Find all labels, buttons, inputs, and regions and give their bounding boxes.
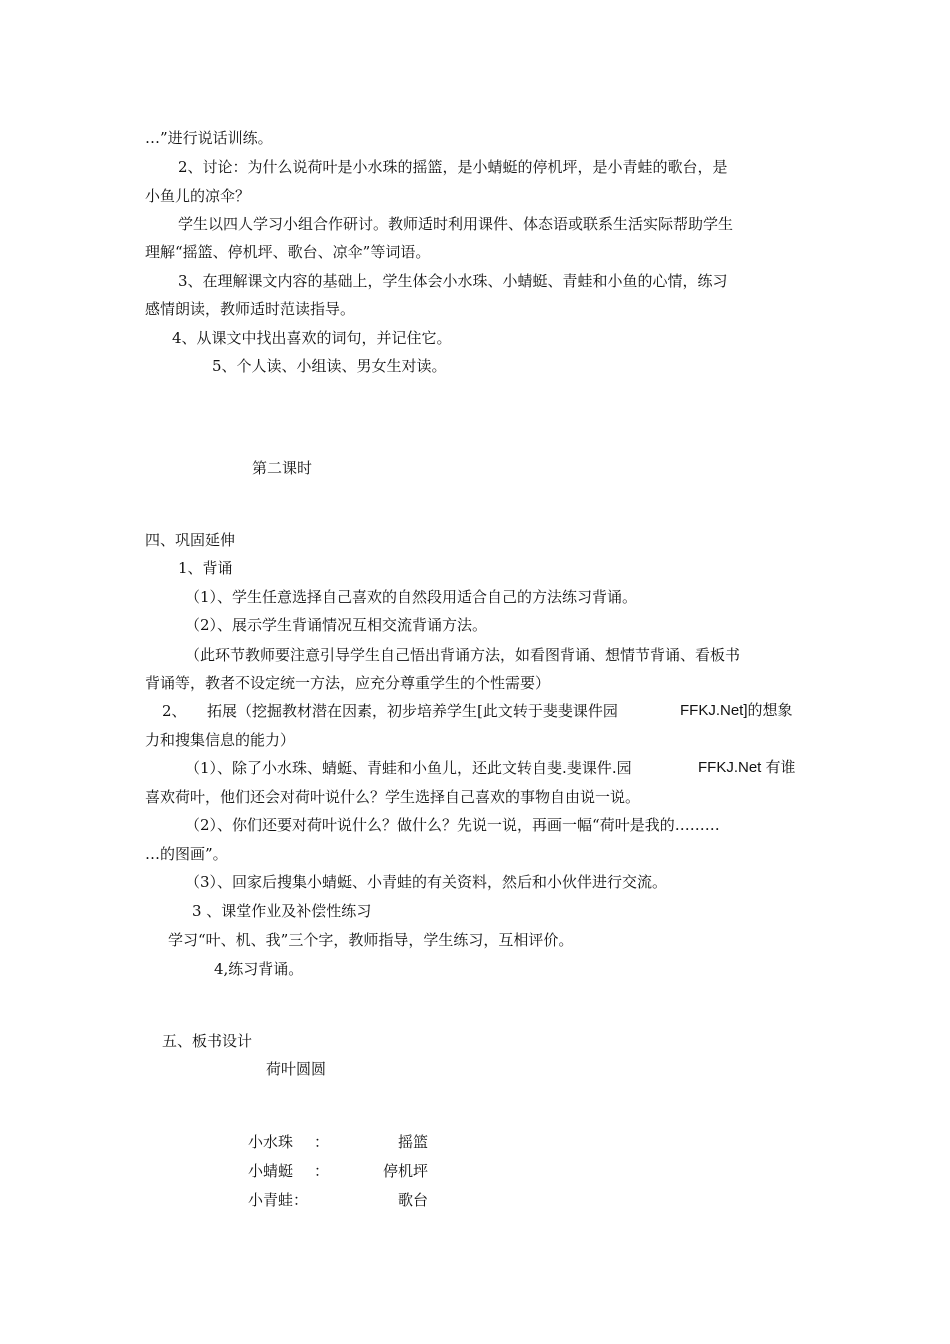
homework-text: 学习“叶、机、我”三个字，教师指导，学生练习，互相评价。 <box>168 931 574 949</box>
board-row-name: 小蜻蜓 <box>248 1162 294 1180</box>
discussion-item: 2、讨论：为什么说荷叶是小水珠的摇篮，是小蜻蜓的停机坪，是小青蛙的歌台，是 <box>178 158 728 176</box>
text-line: 力和搜集信息的能力） <box>145 731 296 749</box>
read-aloud-item: 5、个人读、小组读、男女生对读。 <box>212 357 447 375</box>
extension-item: （2）、你们还要对荷叶说什么？做什么？先说一说，再画一幅“荷叶是我的……… <box>185 816 720 834</box>
brand-text: FFKJ.Net]的想象 <box>680 702 793 719</box>
text-line: 小鱼儿的凉伞？ <box>145 187 251 205</box>
reading-item: 3、在理解课文内容的基础上，学生体会小水珠、小蜻蜓、青蛙和小鱼的心情，练习 <box>178 272 728 290</box>
teacher-note: （此环节教师要注意引导学生自己悟出背诵方法，如看图背诵、想情节背诵、看板书 <box>185 646 741 664</box>
extension-text: 拓展（挖掘教材潜在因素，初步培养学生[此文转于斐斐课件园 <box>207 702 618 720</box>
section-heading: 四、巩固延伸 <box>145 531 236 549</box>
extension-item: （3）、回家后搜集小蜻蜓、小青蛙的有关资料，然后和小伙伴进行交流。 <box>185 873 668 891</box>
board-title: 荷叶圆圆 <box>266 1060 327 1078</box>
brand-text: FFKJ.Net 有谁 <box>698 759 796 776</box>
homework-title: 3 、课堂作业及补偿性练习 <box>192 902 372 920</box>
text-line: …的图画”。 <box>145 845 228 863</box>
find-words-item: 4、从课文中找出喜欢的词句，并记住它。 <box>172 329 452 347</box>
board-row-value: 歌台 <box>398 1191 429 1209</box>
group-study-text: 学生以四人学习小组合作研讨。教师适时利用课件、体态语或联系生活实际帮助学生 <box>178 215 734 233</box>
board-row-name: 小水珠 <box>248 1133 294 1151</box>
board-row-sep: ： <box>314 1133 330 1151</box>
board-row-value: 摇篮 <box>398 1133 429 1151</box>
recite-item: （2）、展示学生背诵情况互相交流背诵方法。 <box>185 616 488 634</box>
text-line: 感情朗读，教师适时范读指导。 <box>145 300 356 318</box>
text-line: 喜欢荷叶，他们还会对荷叶说什么？学生选择自己喜欢的事物自由说一说。 <box>145 788 641 806</box>
text-line: …”进行说话训练。 <box>145 129 273 147</box>
extension-item: （1）、除了小水珠、蜻蜓、青蛙和小鱼儿，还此文转自斐.斐课件.园 <box>185 759 632 777</box>
board-row-value: 停机坪 <box>383 1162 429 1180</box>
board-row-sep: ： <box>314 1162 330 1180</box>
board-row-name: 小青蛙： <box>248 1191 309 1209</box>
recite-item: （1）、学生任意选择自己喜欢的自然段用适合自己的方法练习背诵。 <box>185 588 638 606</box>
lesson-title: 第二课时 <box>252 459 313 477</box>
text-line: 背诵等，教者不设定统一方法，应充分尊重学生的个性需要） <box>145 674 551 692</box>
extension-number: 2、 <box>162 702 187 720</box>
recite-title: 1、背诵 <box>178 559 233 577</box>
text-line: 理解“摇篮、停机坪、歌台、凉伞”等词语。 <box>145 243 431 261</box>
practice-item: 4,练习背诵。 <box>214 960 304 978</box>
section-heading: 五、板书设计 <box>162 1032 253 1050</box>
